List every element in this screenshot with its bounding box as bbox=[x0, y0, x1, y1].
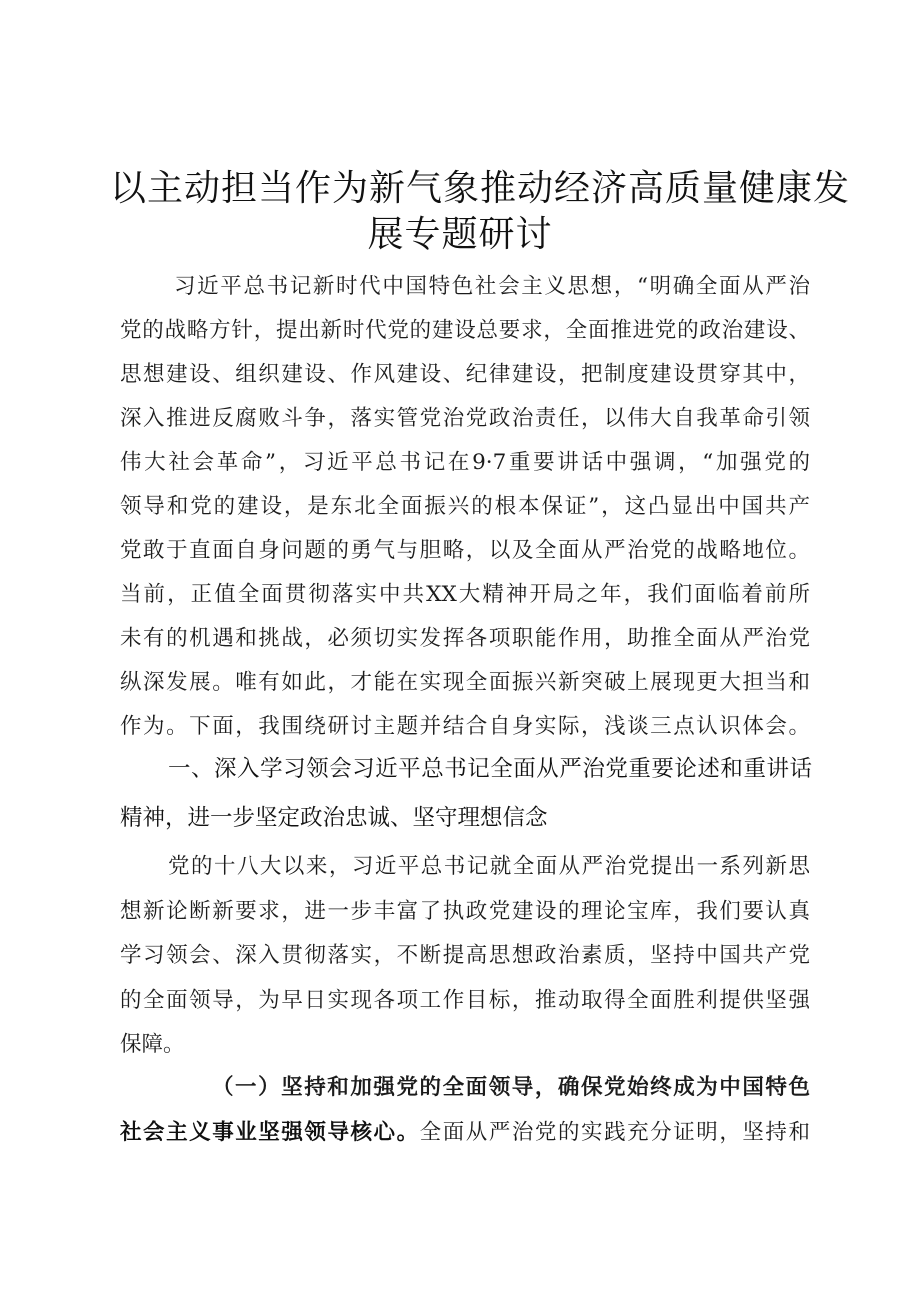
section-1-paragraph-line: 想新论断新要求，进一步丰富了执政党建设的理论宝库，我们要认真 bbox=[120, 899, 810, 924]
intro-paragraph-line: 作为。下面，我围绕研讨主题并结合自身实际，浅谈三点认识体会。 bbox=[120, 714, 810, 739]
section-1-paragraph-line: 党的十八大以来，习近平总书记就全面从严治党提出一系列新思 bbox=[168, 854, 810, 879]
document-title-line-1: 以主动担当作为新气象推动经济高质量健康发 bbox=[110, 168, 851, 209]
subsection-1-line-2 bbox=[120, 1114, 810, 1152]
subsection-1-heading-line-2: 社会主义事业坚强领导核心。 bbox=[120, 1120, 420, 1145]
subsection-1-text: 全面从严治党的实践充分证明，坚持和 bbox=[419, 1120, 810, 1145]
section-1-paragraph-line: 学习领会、深入贯彻落实，不断提高思想政治素质，坚持中国共产党 bbox=[120, 943, 810, 968]
intro-paragraph-line: 纵深发展。唯有如此，才能在实现全面振兴新突破上展现更大担当和 bbox=[120, 670, 810, 695]
section-1-heading-line-1: 一、深入学习领会习近平总书记全面从严治党重要论述和重讲话 bbox=[168, 756, 812, 782]
section-1-paragraph-line: 的全面领导，为早日实现各项工作目标，推动取得全面胜利提供坚强 bbox=[120, 988, 810, 1013]
intro-paragraph-line: 当前，正值全面贯彻落实中共XX大精神开局之年，我们面临着前所 bbox=[120, 582, 810, 607]
section-1-paragraph-line: 保障。 bbox=[120, 1032, 185, 1057]
intro-paragraph-line: 党的战略方针，提出新时代党的建设总要求，全面推进党的政治建设、 bbox=[120, 318, 810, 343]
intro-paragraph-line: 党敢于直面自身问题的勇气与胆略，以及全面从严治党的战略地位。 bbox=[120, 538, 810, 563]
intro-paragraph-line: 深入推进反腐败斗争，落实管党治党政治责任，以伟大自我革命引领 bbox=[120, 406, 810, 431]
section-1-heading-line-2: 精神，进一步坚定政治忠诚、坚守理想信念 bbox=[120, 805, 548, 831]
intro-paragraph-line: 未有的机遇和挑战，必须切实发挥各项职能作用，助推全面从严治党 bbox=[120, 626, 810, 651]
intro-paragraph-line: 伟大社会革命”，习近平总书记在9·7重要讲话中强调，“加强党的 bbox=[120, 450, 810, 475]
subsection-1-heading-line-1: （一）坚持和加强党的全面领导，确保党始终成为中国特色 bbox=[212, 1075, 810, 1100]
intro-paragraph-line: 思想建设、组织建设、作风建设、纪律建设，把制度建设贯穿其中， bbox=[120, 362, 810, 387]
intro-paragraph-line: 习近平总书记新时代中国特色社会主义思想，“明确全面从严治 bbox=[174, 274, 810, 299]
document-title-line-2: 展专题研讨 bbox=[367, 214, 553, 255]
intro-paragraph-line: 领导和党的建设，是东北全面振兴的根本保证”，这凸显出中国共产 bbox=[120, 494, 810, 519]
